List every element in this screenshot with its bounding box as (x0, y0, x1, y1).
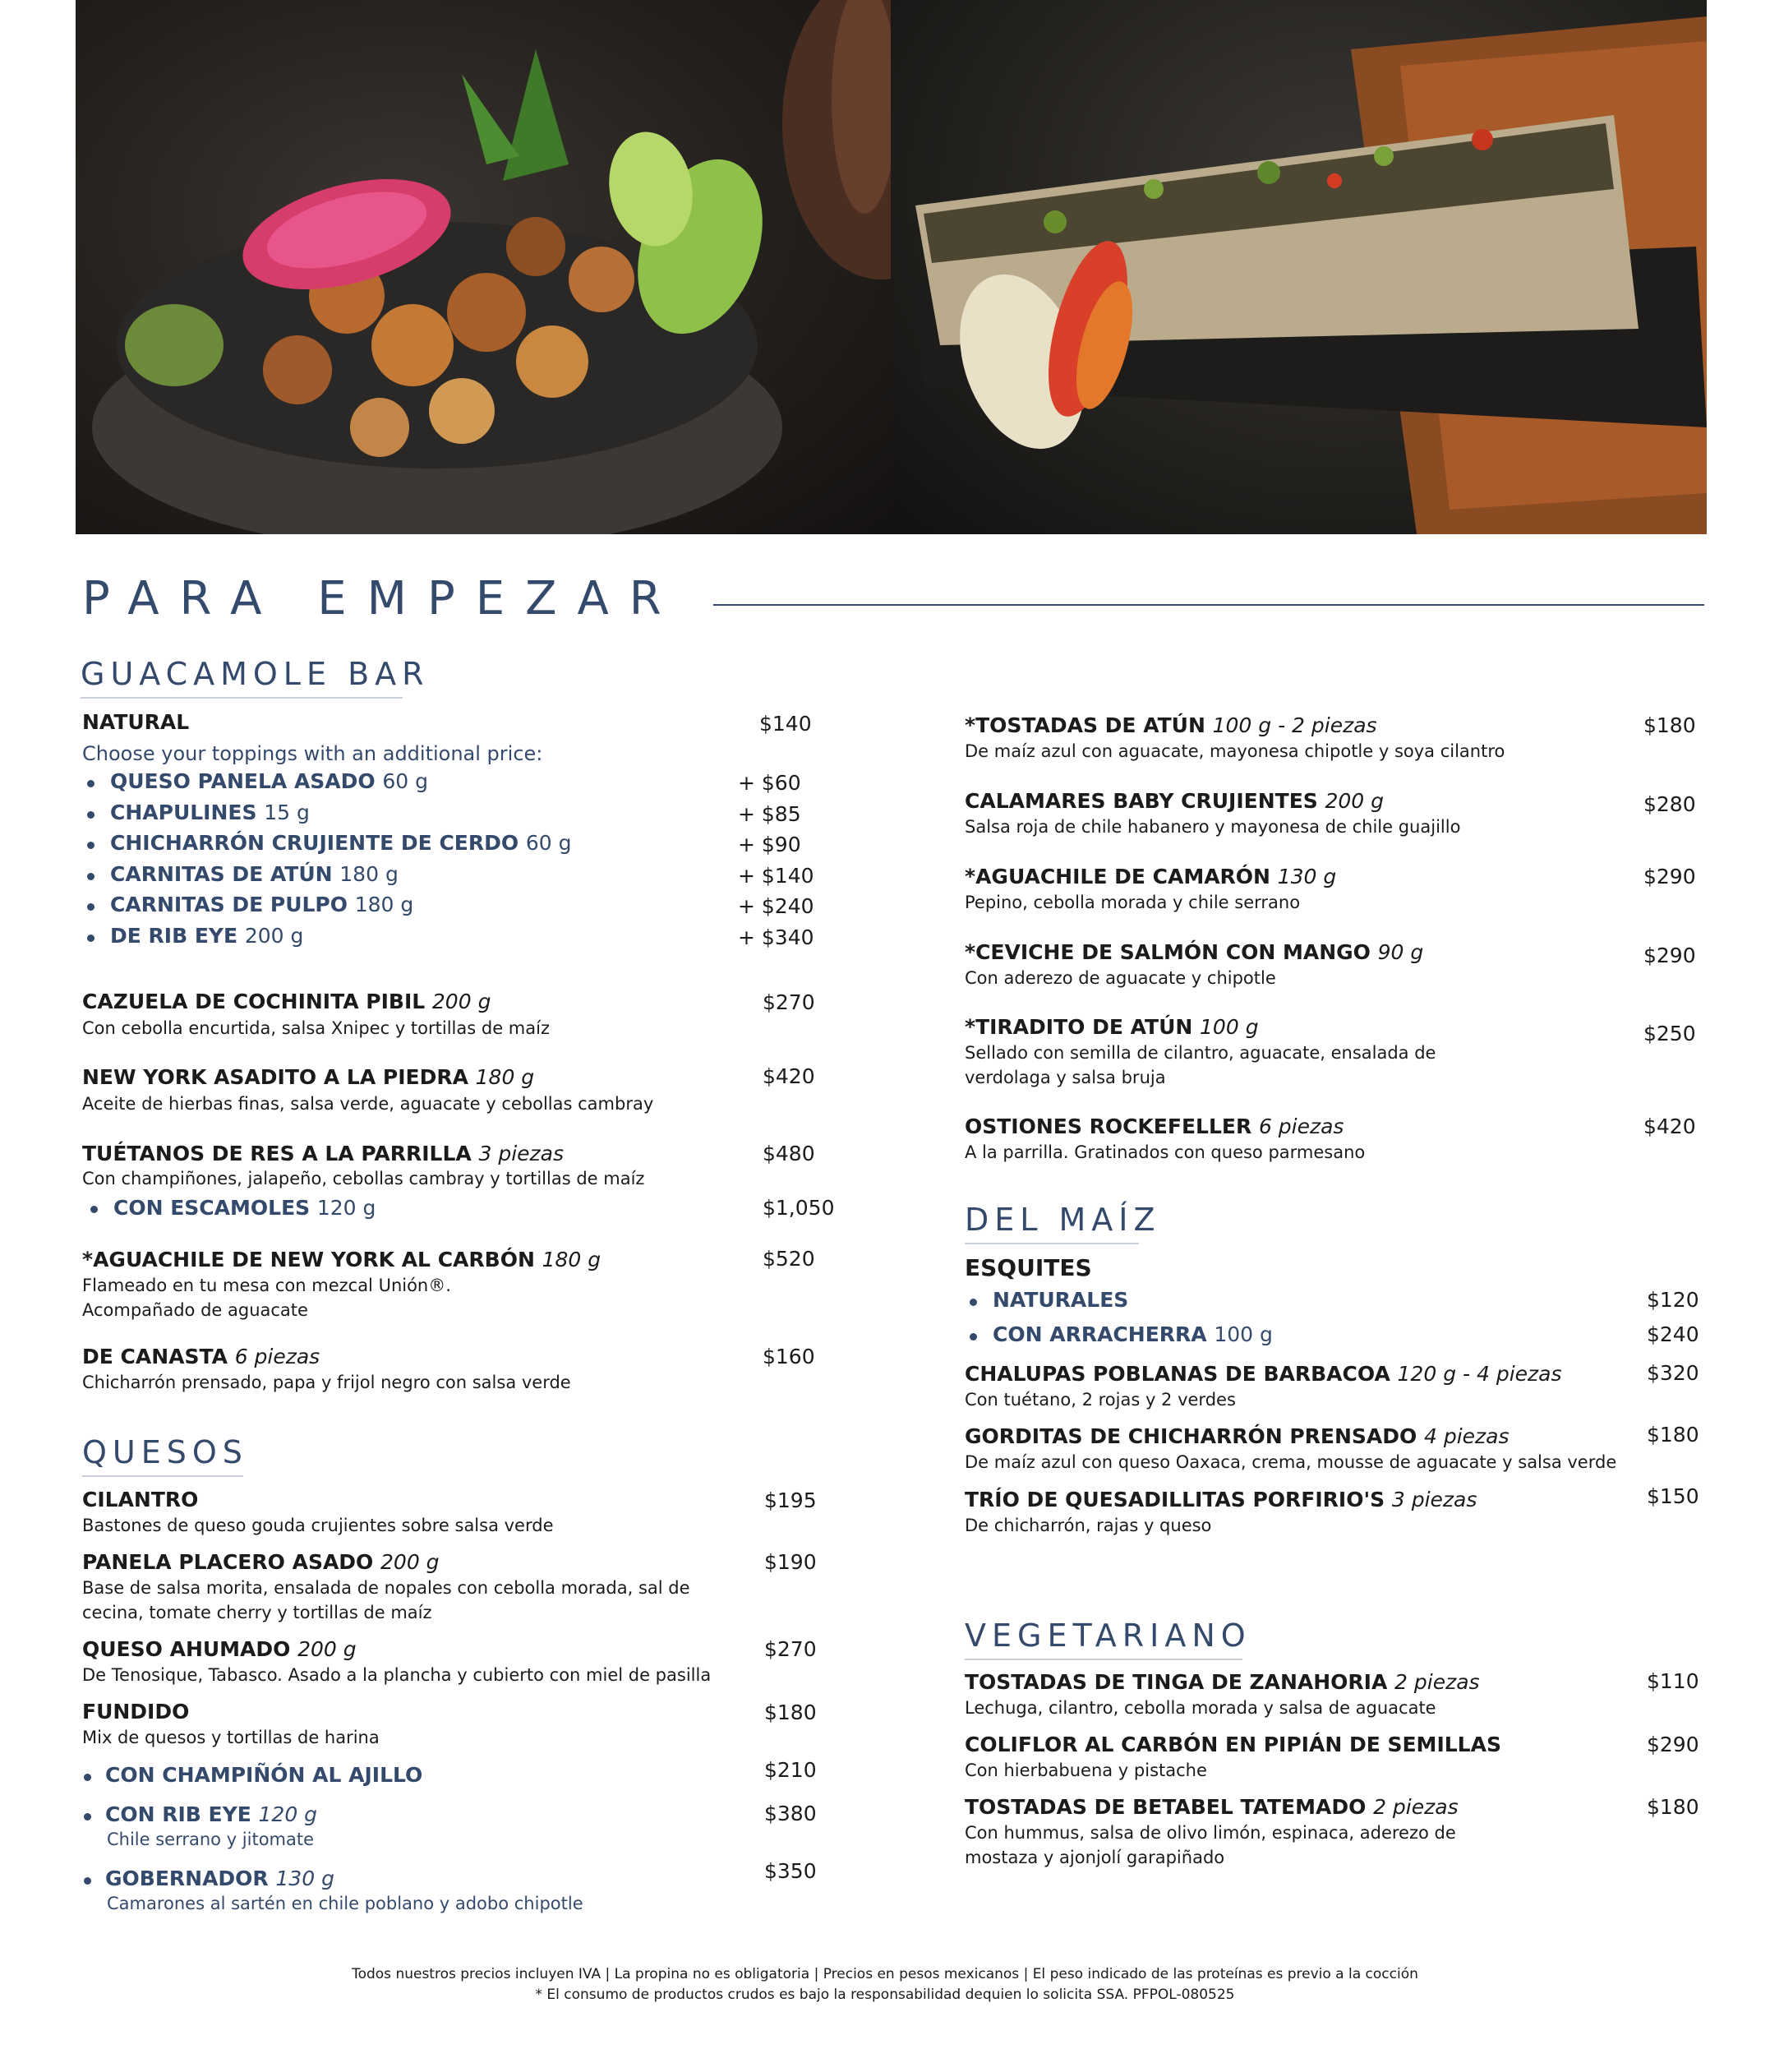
menu-item-name: NEW YORK ASADITO A LA PIEDRA 180 g (82, 1065, 535, 1089)
esquites-option: CON ARRACHERRA 100 g (993, 1322, 1273, 1346)
menu-item-name: CALAMARES BABY CRUJIENTES 200 g (965, 789, 1385, 813)
menu-item-desc: Aceite de hierbas finas, salsa verde, aguacate y cebollas cambray (82, 1094, 654, 1114)
menu-item-desc: Con hierbabuena y pistache (965, 1761, 1207, 1780)
tuetanos-option-price: $1,050 (763, 1196, 835, 1220)
heading-underline (81, 697, 403, 699)
esquites-name: ESQUITES (965, 1254, 1092, 1281)
menu-item-desc: Base de salsa morita, ensalada de nopales con cebolla morada, sal de (82, 1578, 690, 1598)
menu-item-price: $150 (1647, 1484, 1699, 1508)
fundido-option-price: $350 (764, 1859, 817, 1883)
heading-underline (965, 1659, 1242, 1660)
topping-price: + $60 (738, 771, 801, 795)
bullet-icon (84, 1774, 91, 1781)
menu-item-desc: De chicharrón, rajas y queso (965, 1516, 1212, 1535)
menu-item-name: *TIRADITO DE ATÚN 100 g (965, 1015, 1259, 1039)
fundido-option: GOBERNADOR 130 g (105, 1867, 334, 1890)
bullet-icon (87, 842, 94, 849)
menu-item-name: GORDITAS DE CHICHARRÓN PRENSADO 4 piezas (965, 1424, 1510, 1448)
menu-item-desc: Pepino, cebolla morada y chile serrano (965, 893, 1301, 912)
menu-item-desc: Con aderezo de aguacate y chipotle (965, 968, 1276, 988)
menu-item-name: OSTIONES ROCKEFELLER 6 piezas (965, 1114, 1344, 1138)
menu-item-name: CAZUELA DE COCHINITA PIBIL 200 g (82, 990, 491, 1013)
menu-item-price: $290 (1643, 865, 1696, 888)
topping-price: + $90 (738, 833, 801, 856)
menu-item-name: *CEVICHE DE SALMÓN CON MANGO 90 g (965, 940, 1424, 964)
bullet-icon (84, 1813, 91, 1820)
menu-item-price: $180 (1647, 1795, 1699, 1819)
footer-disclaimer: * El consumo de productos crudos es bajo la responsabilidad dequien lo solicita SSA. PFPOL-080525 (535, 1987, 1235, 2003)
topping-item: QUESO PANELA ASADO 60 g (110, 769, 429, 793)
menu-item-price: $180 (764, 1701, 817, 1724)
menu-item-desc: Con cebolla encurtida, salsa Xnipec y tortillas de maíz (82, 1018, 550, 1038)
bullet-icon (970, 1333, 977, 1341)
fundido-option-desc: Camarones al sartén en chile poblano y adobo chipotle (107, 1894, 583, 1913)
footer-note: Todos nuestros precios incluyen IVA | La propina no es obligatoria | Precios en pesos mexicanos | El peso indicado de las proteínas es previo a la cocción (352, 1966, 1418, 1982)
menu-item-price: $270 (764, 1637, 817, 1661)
menu-item-name: TOSTADAS DE TINGA DE ZANAHORIA 2 piezas (965, 1670, 1480, 1694)
natural-name: NATURAL (82, 710, 190, 734)
tuetanos-option: CON ESCAMOLES 120 g (113, 1196, 376, 1220)
bullet-icon (90, 1206, 98, 1213)
bullet-icon (970, 1299, 977, 1306)
menu-item-price: $290 (1647, 1733, 1699, 1756)
menu-item-price: $480 (763, 1142, 815, 1165)
menu-item-price: $110 (1647, 1669, 1699, 1693)
topping-price: + $340 (738, 925, 814, 949)
del-maiz-heading: DEL MAÍZ (965, 1202, 1161, 1238)
menu-item-price: $160 (763, 1345, 815, 1368)
fundido-option: CON CHAMPIÑÓN AL AJILLO (105, 1763, 423, 1787)
bullet-icon (87, 780, 94, 787)
menu-item-price: $195 (764, 1488, 817, 1512)
page-title: PARA EMPEZAR (82, 572, 682, 625)
topping-item: CARNITAS DE ATÚN 180 g (110, 862, 399, 886)
pulpo-molcajete-photo (76, 0, 891, 534)
menu-item-name: COLIFLOR AL CARBÓN EN PIPIÁN DE SEMILLAS (965, 1733, 1501, 1756)
menu-item-desc: Flameado en tu mesa con mezcal Unión®. (82, 1276, 451, 1295)
menu-item-name: DE CANASTA 6 piezas (82, 1345, 320, 1368)
menu-item-price: $180 (1643, 713, 1696, 737)
menu-item-desc: De Tenosique, Tabasco. Asado a la plancha y cubierto con miel de pasilla (82, 1665, 712, 1685)
menu-item-desc: Sellado con semilla de cilantro, aguacate, ensalada de (965, 1043, 1436, 1063)
heading-underline (82, 1475, 243, 1477)
bullet-icon (87, 873, 94, 880)
menu-item-price: $270 (763, 990, 815, 1014)
menu-item-price: $190 (764, 1550, 817, 1574)
menu-item-price: $290 (1643, 944, 1696, 967)
menu-item-desc: Con champiñones, jalapeño, cebollas cambray y tortillas de maíz (82, 1169, 645, 1188)
menu-item-desc: Mix de quesos y tortillas de harina (82, 1728, 380, 1747)
menu-item-desc: verdolaga y salsa bruja (965, 1068, 1166, 1087)
menu-item-price: $420 (763, 1064, 815, 1088)
esquites-option-price: $240 (1647, 1322, 1699, 1346)
bullet-icon (84, 1877, 91, 1885)
menu-item-price: $250 (1643, 1022, 1696, 1045)
topping-price: + $140 (738, 864, 814, 888)
fundido-option-price: $380 (764, 1802, 817, 1825)
menu-item-name: FUNDIDO (82, 1700, 190, 1724)
vegetariano-heading: VEGETARIANO (965, 1617, 1251, 1654)
menu-item-price: $180 (1647, 1423, 1699, 1447)
menu-item-desc: A la parrilla. Gratinados con queso parmesano (965, 1142, 1366, 1162)
topping-price: + $240 (738, 894, 814, 918)
menu-item-price: $520 (763, 1247, 815, 1271)
menu-item-price: $280 (1643, 792, 1696, 816)
menu-item-desc: cecina, tomate cherry y tortillas de maíz (82, 1603, 432, 1622)
title-divider (713, 604, 1704, 606)
quesos-heading: QUESOS (82, 1434, 248, 1470)
menu-item-desc: Con tuétano, 2 rojas y 2 verdes (965, 1390, 1236, 1410)
fundido-option-desc: Chile serrano y jitomate (107, 1830, 315, 1849)
menu-item-desc: De maíz azul con queso Oaxaca, crema, mousse de aguacate y salsa verde (965, 1452, 1617, 1472)
menu-item-name: CHALUPAS POBLANAS DE BARBACOA 120 g - 4 piezas (965, 1362, 1562, 1386)
topping-item: CARNITAS DE PULPO 180 g (110, 893, 414, 916)
menu-item-name: PANELA PLACERO ASADO 200 g (82, 1550, 440, 1574)
menu-item-desc: Chicharrón prensado, papa y frijol negro con salsa verde (82, 1373, 571, 1392)
menu-item-price: $320 (1647, 1361, 1699, 1385)
menu-item-name: CILANTRO (82, 1488, 199, 1511)
menu-item-name: TUÉTANOS DE RES A LA PARRILLA 3 piezas (82, 1142, 565, 1165)
toppings-note: Choose your toppings with an additional price: (82, 742, 543, 765)
menu-item-name: *TOSTADAS DE ATÚN 100 g - 2 piezas (965, 713, 1377, 737)
natural-price: $140 (759, 712, 812, 736)
bullet-icon (87, 903, 94, 911)
topping-item: CHAPULINES 15 g (110, 801, 310, 824)
menu-item-name: QUESO AHUMADO 200 g (82, 1637, 357, 1661)
menu-item-desc: De maíz azul con aguacate, mayonesa chipotle y soya cilantro (965, 741, 1505, 761)
fundido-option: CON RIB EYE 120 g (105, 1802, 318, 1826)
esquites-option: NATURALES (993, 1288, 1129, 1312)
menu-item-name: TRÍO DE QUESADILLITAS PORFIRIO'S 3 piezas (965, 1488, 1477, 1511)
topping-item: DE RIB EYE 200 g (110, 924, 304, 948)
bullet-icon (87, 934, 94, 942)
guacamole-bar-heading: GUACAMOLE BAR (81, 656, 430, 692)
heading-underline (965, 1243, 1139, 1244)
topping-item: CHICHARRÓN CRUJIENTE DE CERDO 60 g (110, 831, 572, 855)
menu-item-name: *AGUACHILE DE CAMARÓN 130 g (965, 865, 1337, 888)
menu-item-desc: Acompañado de aguacate (82, 1300, 308, 1320)
tuetanos-photo (891, 0, 1707, 534)
menu-item-desc: Con hummus, salsa de olivo limón, espinaca, aderezo de (965, 1823, 1456, 1843)
menu-item-desc: Lechuga, cilantro, cebolla morada y salsa de aguacate (965, 1698, 1436, 1718)
menu-item-name: *AGUACHILE DE NEW YORK AL CARBÓN 180 g (82, 1248, 602, 1271)
menu-item-name: TOSTADAS DE BETABEL TATEMADO 2 piezas (965, 1795, 1459, 1819)
fundido-option-price: $210 (764, 1758, 817, 1782)
menu-item-price: $420 (1643, 1114, 1696, 1138)
menu-item-desc: mostaza y ajonjolí garapiñado (965, 1848, 1225, 1867)
bullet-icon (87, 811, 94, 819)
menu-item-desc: Salsa roja de chile habanero y mayonesa de chile guajillo (965, 817, 1461, 837)
menu-item-desc: Bastones de queso gouda crujientes sobre salsa verde (82, 1516, 554, 1535)
topping-price: + $85 (738, 802, 801, 826)
esquites-option-price: $120 (1647, 1288, 1699, 1312)
